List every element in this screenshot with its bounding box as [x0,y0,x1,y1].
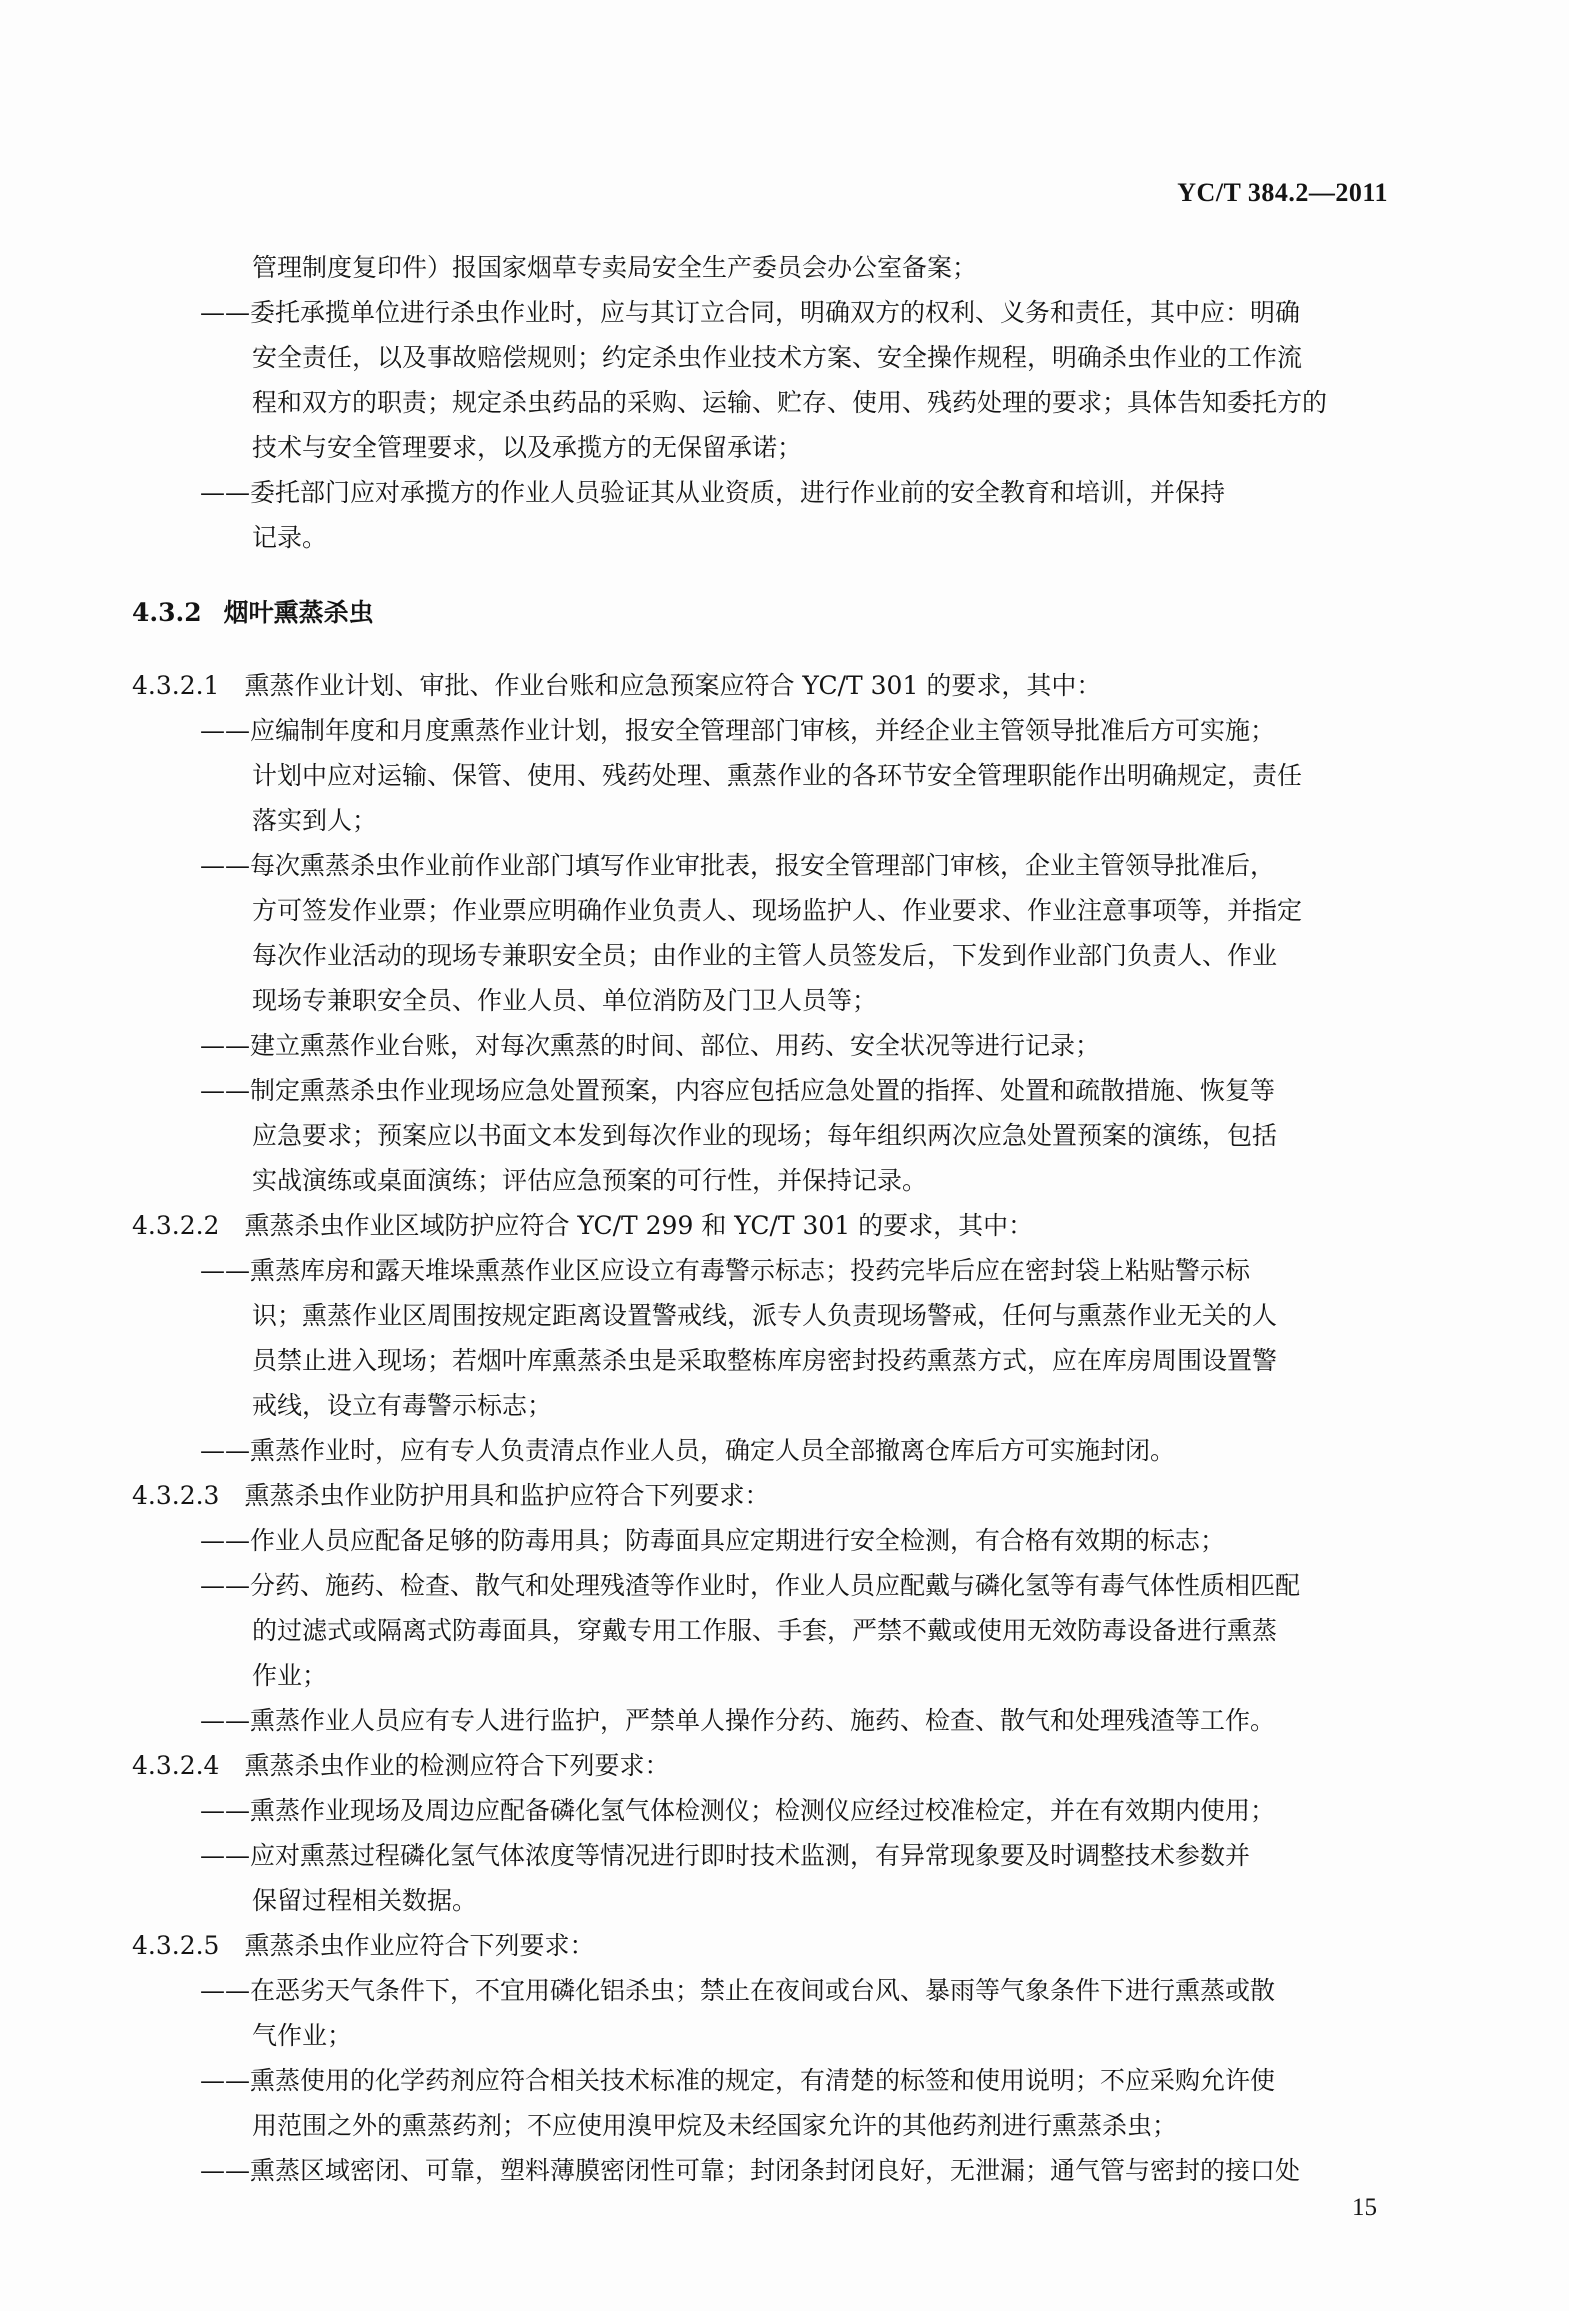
text-line: 员禁止进入现场；若烟叶库熏蒸杀虫是采取整栋库房密封投药熏蒸方式，应在库房周围设置警 [252,1346,1278,1375]
list-item: ——在恶劣天气条件下，不宜用磷化铝杀虫；禁止在夜间或台风、暴雨等气象条件下进行熏蒸或散 [200,1976,1276,2005]
list-item: ——熏蒸区域密闭、可靠，塑料薄膜密闭性可靠；封闭条封闭良好，无泄漏；通气管与密封的接口处 [200,2156,1301,2185]
text-line: 技术与安全管理要求，以及承揽方的无保留承诺； [252,433,803,462]
text-line: 用范围之外的熏蒸药剂；不应使用溴甲烷及未经国家允许的其他药剂进行熏蒸杀虫； [252,2111,1178,2140]
text-line: 实战演练或桌面演练；评估应急预案的可行性，并保持记录。 [252,1166,928,1195]
list-item: ——应对熏蒸过程磷化氢气体浓度等情况进行即时技术监测，有异常现象要及时调整技术参数并 [200,1841,1251,1870]
clause-4-3-2-3: 4.3.2.3 熏蒸杀虫作业防护用具和监护应符合下列要求： [132,1481,770,1510]
text-line: 计划中应对运输、保管、使用、残药处理、熏蒸作业的各环节安全管理职能作出明确规定，责任 [252,761,1303,790]
text-line: 安全责任，以及事故赔偿规则；约定杀虫作业技术方案、安全操作规程，明确杀虫作业的工作流 [252,343,1303,372]
list-item: ——委托部门应对承揽方的作业人员验证其从业资质，进行作业前的安全教育和培训，并保持 [200,478,1226,507]
text-line: 戒线，设立有毒警示标志； [252,1391,553,1420]
section-title: 烟叶熏蒸杀虫 [223,598,374,627]
text-line: 落实到人； [252,806,378,835]
text-line: 气作业； [252,2021,353,2050]
document-code: YC/T 384.2—2011 [1177,178,1388,207]
text-line: 方可签发作业票；作业票应明确作业负责人、现场监护人、作业要求、作业注意事项等，并指定 [252,896,1303,925]
list-item: ——制定熏蒸杀虫作业现场应急处置预案，内容应包括应急处置的指挥、处置和疏散措施、恢复等 [200,1076,1276,1105]
list-item: ——熏蒸使用的化学药剂应符合相关技术标准的规定，有清楚的标签和使用说明；不应采购允许使 [200,2066,1276,2095]
text-line: 应急要求；预案应以书面文本发到每次作业的现场；每年组织两次应急处置预案的演练，包括 [252,1121,1278,1150]
list-item: ——委托承揽单位进行杀虫作业时，应与其订立合同，明确双方的权利、义务和责任，其中应：明确 [200,298,1301,327]
continued-list [132,245,1402,560]
section-heading [132,590,1402,635]
clause-4-3-2-2: 4.3.2.2 熏蒸杀虫作业区域防护应符合 YC/T 299 和 YC/T 301 的要求，其中： [132,1211,1034,1240]
list-item: ——熏蒸作业时，应有专人负责清点作业人员，确定人员全部撤离仓库后方可实施封闭。 [200,1436,1176,1465]
list-item: ——应编制年度和月度熏蒸作业计划，报安全管理部门审核，并经企业主管领导批准后方可实施； [200,716,1276,745]
text-line: 每次作业活动的现场专兼职安全员；由作业的主管人员签发后，下发到作业部门负责人、作业 [252,941,1278,970]
text-line: 识；熏蒸作业区周围按规定距离设置警戒线，派专人负责现场警戒，任何与熏蒸作业无关的人 [252,1301,1278,1330]
clause-4-3-2-4: 4.3.2.4 熏蒸杀虫作业的检测应符合下列要求： [132,1751,670,1780]
page-content [132,245,1402,2193]
section-number: 4.3.2 [132,598,202,627]
list-item: ——每次熏蒸杀虫作业前作业部门填写作业审批表，报安全管理部门审核，企业主管领导批准后， [200,851,1276,880]
list-item: ——熏蒸作业现场及周边应配备磷化氢气体检测仪；检测仪应经过校准检定，并在有效期内使用； [200,1796,1276,1825]
text-line: 程和双方的职责；规定杀虫药品的采购、运输、贮存、使用、残药处理的要求；具体告知委托方的 [252,388,1328,417]
list-item: ——熏蒸作业人员应有专人进行监护，严禁单人操作分药、施药、检查、散气和处理残渣等工作。 [200,1706,1276,1735]
text-line: 保留过程相关数据。 [252,1886,478,1915]
text-line: 作业； [252,1661,328,1690]
list-item: ——分药、施药、检查、散气和处理残渣等作业时，作业人员应配戴与磷化氢等有毒气体性质相匹配 [200,1571,1301,1600]
page-number: 15 [1352,2194,1377,2221]
text-line: 记录。 [252,523,328,552]
clause-4-3-2-5: 4.3.2.5 熏蒸杀虫作业应符合下列要求： [132,1931,595,1960]
text-line: 管理制度复印件）报国家烟草专卖局安全生产委员会办公室备案； [252,253,978,282]
clause-4-3-2-1: 4.3.2.1 熏蒸作业计划、审批、作业台账和应急预案应符合 YC/T 301 的要求，其中： [132,671,1102,700]
text-line: 现场专兼职安全员、作业人员、单位消防及门卫人员等； [252,986,878,1015]
list-item: ——建立熏蒸作业台账，对每次熏蒸的时间、部位、用药、安全状况等进行记录； [200,1031,1101,1060]
list-item: ——熏蒸库房和露天堆垛熏蒸作业区应设立有毒警示标志；投药完毕后应在密封袋上粘贴警示标 [200,1256,1251,1285]
list-item: ——作业人员应配备足够的防毒用具；防毒面具应定期进行安全检测，有合格有效期的标志； [200,1526,1226,1555]
text-line: 的过滤式或隔离式防毒面具，穿戴专用工作服、手套，严禁不戴或使用无效防毒设备进行熏蒸 [252,1616,1278,1645]
section-body [132,663,1402,2193]
